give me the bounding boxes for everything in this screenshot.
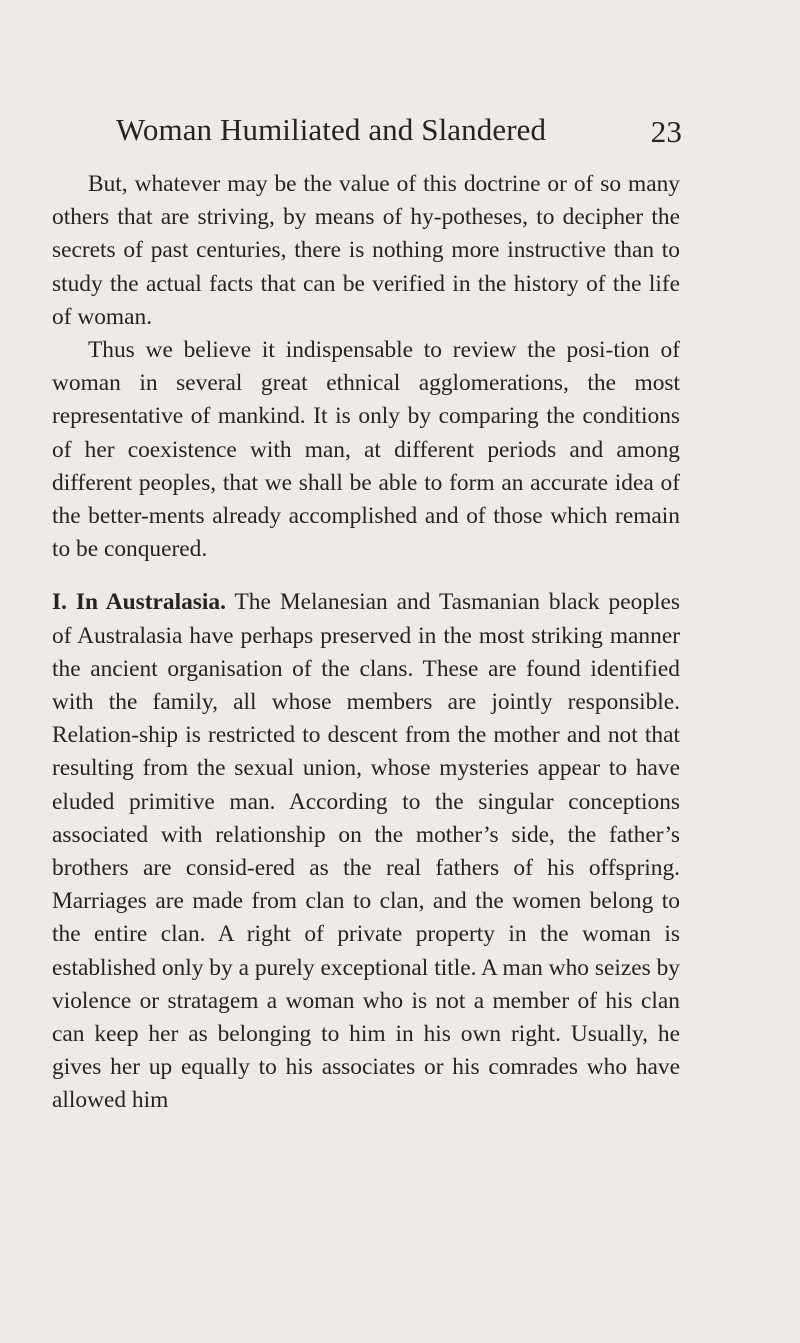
page-number: 23 (650, 114, 682, 149)
paragraph: But, whatever may be the value of this doctrine or of so many others that are striving, by means of hy-potheses, to decipher the secrets of past centuries, there is nothing more instructive than to study the actual facts that can be verified in the history of the life of woman. (52, 171, 680, 330)
section-text: The Melanesian and Tasmanian black peoples of Australasia have perhaps preserved in the most striking manner the ancient organisation of the clans. These are found identified with the family, all whose members are jointly responsible. Relation-ship is restricted to descent from the mother and not that resulting from the sexual union, whose mysteries appear to have eluded primitive man. According to the singular conceptions associated with relationship on the mother’s side, the father’s brothers are consid-ered as the real fathers of his offspring. Marriages are made from clan to clan, and the women belong to the entire clan. A right of private property in the woman is established only by a purely exceptional title. A man who seizes by violence or stratagem a woman who is not a member of his clan can keep her as belonging to him in his own right. Usually, he gives her up equally to his associates or his comrades who have allowed him (52, 589, 680, 1114)
section-heading: I. In Australasia. (52, 589, 226, 616)
running-head (116, 110, 682, 150)
paragraph: Thus we believe it indispensable to review the posi-tion of woman in several great ethnical agglomerations, the most representative of mankind. It is only by comparing the conditions of her coexistence with man, at different periods and among different peoples, that we shall be able to form an accurate idea of the better-ments already accomplished and of those which remain to be conquered. (52, 337, 680, 563)
running-head-title: Woman Humiliated and Slandered (116, 112, 547, 147)
section-paragraph (52, 586, 680, 1117)
body-text (52, 168, 680, 1118)
